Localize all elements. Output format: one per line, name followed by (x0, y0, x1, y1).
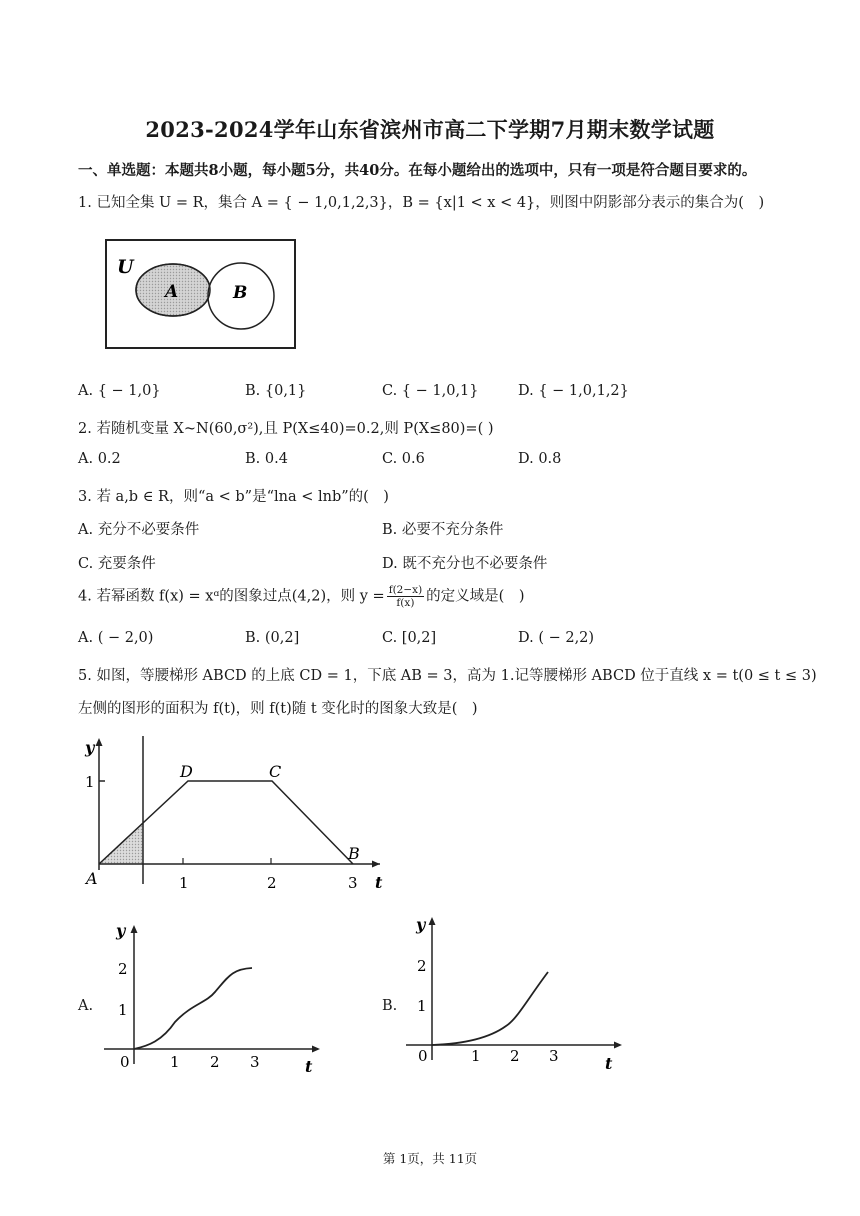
q1-option-b: B. {0,1} (245, 383, 307, 399)
question-3-stem: 3. 若 a,b ∈ R，则“a < b”是“lna < lnb”的( ) (78, 489, 389, 505)
t-axis-arrow (372, 861, 380, 868)
q1-option-d: D. { − 1,0,1,2} (518, 383, 629, 399)
q2-option-d: D. 0.8 (518, 451, 562, 467)
q3-option-c: C. 充要条件 (78, 556, 156, 572)
q4-stem-after: 的定义域是( ) (426, 588, 525, 605)
t-axis-label: t (375, 873, 383, 892)
question-5-stem-line1: 5. 如图，等腰梯形 ABCD 的上底 CD = 1，下底 AB = 3，高为 1.记等腰梯形 ABCD 位于直线 x = t(0 ≤ t ≤ 3) (78, 668, 817, 684)
option-a-graph (100, 916, 325, 1076)
curve-b (432, 972, 548, 1045)
vertex-b-label: B (348, 844, 360, 863)
venn-diagram (103, 235, 299, 353)
q5-option-a: A. (78, 998, 94, 1014)
option-b-graph (402, 912, 627, 1076)
y-tick-label-1: 1 (417, 997, 427, 1015)
y-axis-arrow (96, 738, 103, 746)
t-axis-label: t (305, 1057, 313, 1076)
section-heading: 一、单选题：本题共8小题，每小题5分，共40分。在每小题给出的选项中，只有一项是符合题目要求的。 (78, 162, 757, 179)
x-tick-label-3: 3 (250, 1053, 260, 1071)
curve-a (134, 968, 252, 1049)
x-tick-label-1: 1 (471, 1047, 481, 1065)
x-tick-label-3: 3 (348, 874, 358, 892)
x-tick-label-1: 1 (170, 1053, 180, 1071)
q4-stem-before: 4. 若幂函数 f(x) = xᵅ的图象过点(4,2)，则 y = (78, 588, 385, 605)
x-tick-label-2: 2 (510, 1047, 520, 1065)
set-a-label: A (165, 282, 179, 302)
y-axis-label: y (116, 921, 126, 940)
q4-option-b: B. (0,2] (245, 630, 300, 646)
y-tick-label-2: 2 (118, 960, 128, 978)
question-4-stem (78, 584, 525, 609)
y-tick-label-1: 1 (85, 773, 95, 791)
question-2-stem: 2. 若随机变量 X~N(60,σ²),且 P(X≤40)=0.2,则 P(X≤80)=( ) (78, 421, 494, 437)
origin-label: 0 (418, 1047, 428, 1065)
q2-option-a: A. 0.2 (78, 451, 121, 467)
q4-fraction (387, 584, 424, 609)
q4-fraction-denominator: f(x) (396, 597, 415, 609)
y-axis-label: y (85, 738, 95, 757)
q3-option-b: B. 必要不充分条件 (382, 522, 504, 538)
origin-label: 0 (120, 1053, 130, 1071)
page-title: 2023-2024学年山东省滨州市高二下学期7月期末数学试题 (145, 117, 715, 142)
q3-option-a: A. 充分不必要条件 (78, 522, 200, 538)
x-tick-label-2: 2 (210, 1053, 220, 1071)
q2-option-c: C. 0.6 (382, 451, 425, 467)
q4-option-c: C. [0,2] (382, 630, 437, 646)
set-b-label: B (233, 283, 248, 303)
q1-option-c: C. { − 1,0,1} (382, 383, 479, 399)
vertex-a-label: A (86, 869, 98, 888)
vertex-d-label: D (180, 762, 193, 781)
q4-option-d: D. ( − 2,2) (518, 630, 595, 646)
question-5-stem-line2: 左侧的图形的面积为 f(t)，则 f(t)随 t 变化时的图象大致是( ) (78, 701, 478, 717)
y-tick-label-2: 2 (417, 957, 427, 975)
x-tick-label-2: 2 (267, 874, 277, 892)
page-footer: 第 1页，共 11页 (382, 1151, 478, 1166)
universe-label: U (117, 256, 134, 278)
question-1-stem: 1. 已知全集 U = R，集合 A = { − 1,0,1,2,3}，B = {x|1 < x < 4}，则图中阴影部分表示的集合为( ) (78, 195, 765, 211)
vertex-c-label: C (269, 762, 282, 781)
y-tick-label-1: 1 (118, 1001, 128, 1019)
x-tick-label-3: 3 (549, 1047, 559, 1065)
q2-option-b: B. 0.4 (245, 451, 288, 467)
q4-fraction-numerator: f(2−x) (388, 584, 423, 596)
q1-option-a: A. { − 1,0} (78, 383, 161, 399)
q3-option-d: D. 既不充分也不必要条件 (382, 556, 548, 572)
t-axis-label: t (605, 1054, 613, 1073)
q5-option-b: B. (382, 998, 398, 1014)
y-axis-label: y (416, 915, 426, 934)
q4-option-a: A. ( − 2,0) (78, 630, 154, 646)
x-tick-label-1: 1 (179, 874, 189, 892)
trapezoid-figure (80, 732, 400, 896)
